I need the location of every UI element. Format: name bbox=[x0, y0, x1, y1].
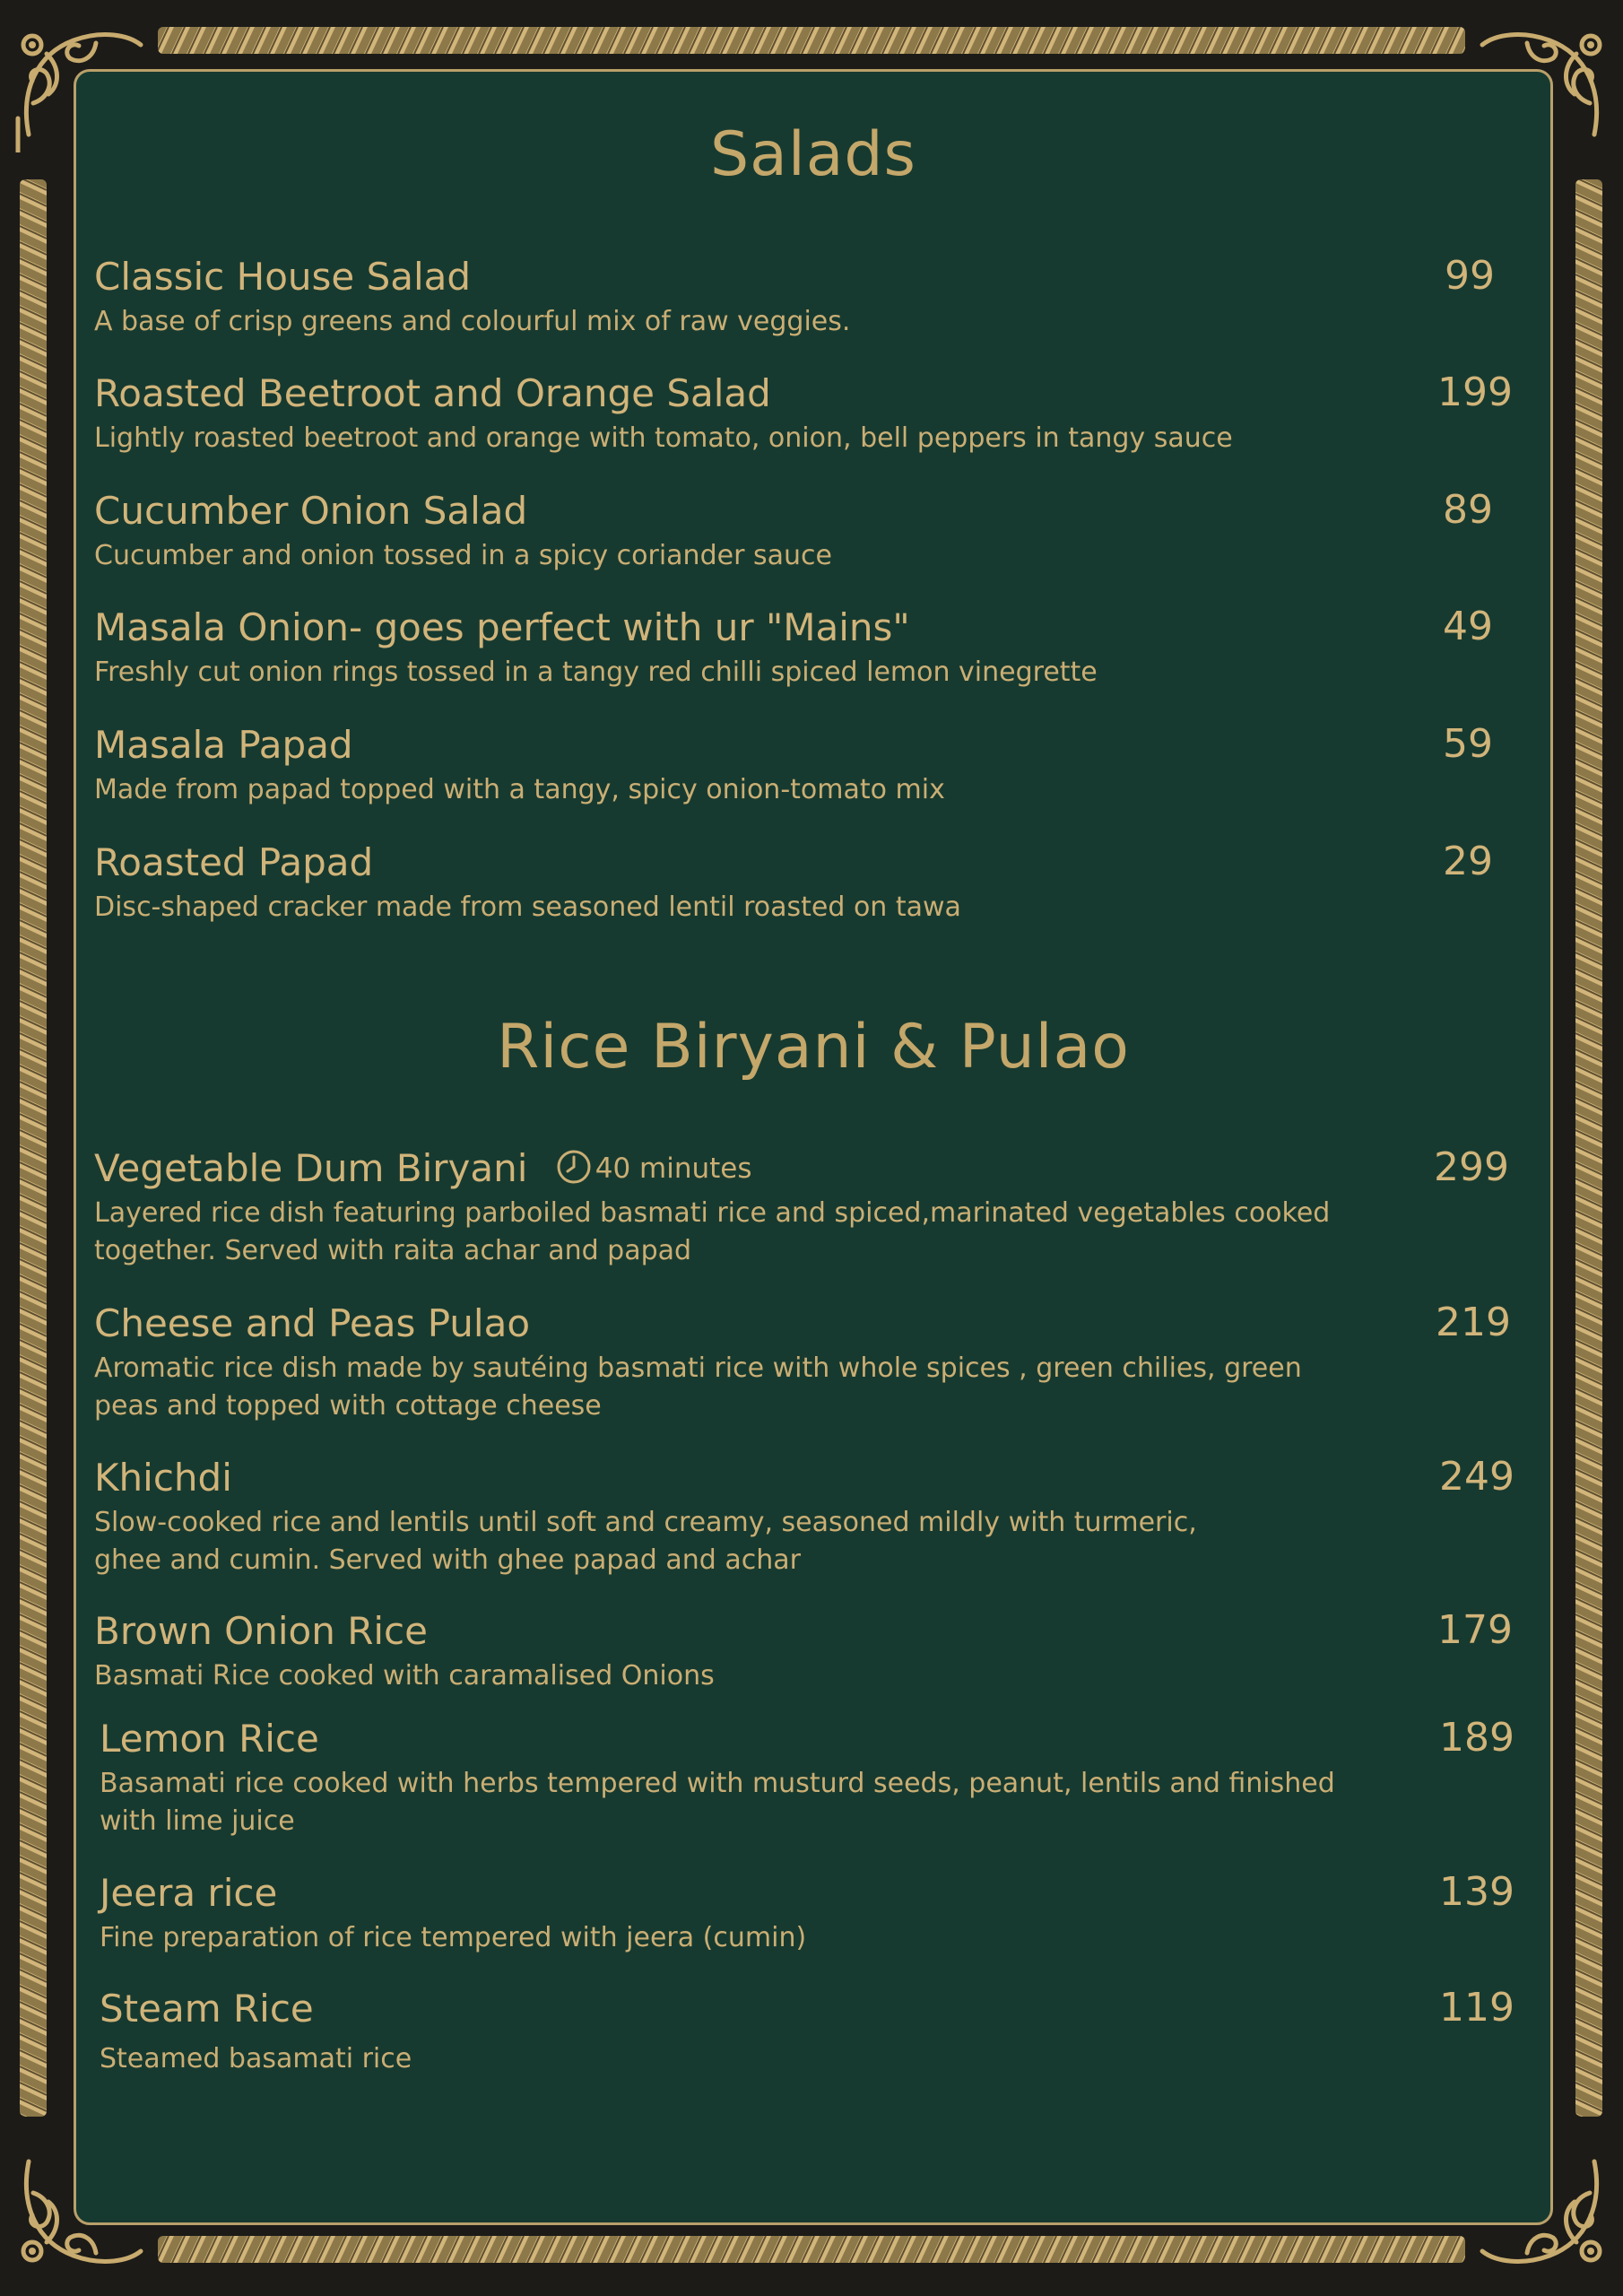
item-name: Classic House Salad bbox=[94, 255, 472, 299]
menu-panel bbox=[74, 69, 1553, 2225]
item-name: Masala Onion- goes perfect with ur "Mains" bbox=[94, 605, 910, 649]
item-name: Roasted Beetroot and Orange Salad bbox=[94, 371, 771, 415]
item-price: 219 bbox=[1436, 1300, 1511, 1345]
menu-item-cheese-peas-pulao bbox=[94, 1300, 1529, 1424]
section-title-rice-biryani-pulao: Rice Biryani & Pulao bbox=[497, 1012, 1130, 1083]
item-price: 59 bbox=[1443, 721, 1493, 767]
item-price: 189 bbox=[1439, 1715, 1515, 1761]
section-title-salads: Salads bbox=[710, 119, 916, 190]
item-price: 49 bbox=[1443, 604, 1493, 649]
menu-item-brown-onion-rice bbox=[94, 1607, 1529, 1695]
rope-border-top bbox=[158, 27, 1465, 54]
item-name: Brown Onion Rice bbox=[94, 1609, 428, 1653]
prep-time bbox=[556, 1152, 752, 1185]
item-price: 99 bbox=[1445, 253, 1495, 299]
item-description: A base of crisp greens and colourful mix of raw veggies. bbox=[94, 306, 851, 338]
menu-item-masala-papad bbox=[94, 721, 1529, 809]
item-name: Khichdi bbox=[94, 1456, 232, 1500]
item-description: Made from papad topped with a tangy, spicy onion-tomato mix bbox=[94, 774, 945, 806]
item-name: Jeera rice bbox=[100, 1871, 278, 1915]
menu-item-masala-onion bbox=[94, 604, 1529, 691]
item-name: Cucumber Onion Salad bbox=[94, 489, 528, 533]
menu-item-classic-house-salad bbox=[94, 253, 1529, 341]
clock-icon bbox=[556, 1149, 592, 1185]
item-description: Layered rice dish featuring parboiled basmati rice and spiced,marinated vegetables cooked together. Served with raita achar and papad bbox=[94, 1197, 1331, 1266]
item-price: 119 bbox=[1439, 1985, 1515, 2031]
prep-time-text: 40 minutes bbox=[595, 1152, 752, 1185]
rope-border-bottom bbox=[158, 2236, 1465, 2263]
menu-item-khichdi bbox=[94, 1454, 1529, 1578]
item-description: Cucumber and onion tossed in a spicy coriander sauce bbox=[94, 540, 832, 572]
rope-border-left bbox=[20, 179, 47, 2117]
menu-item-vegetable-dum-biryani bbox=[94, 1144, 1529, 1269]
item-price: 139 bbox=[1439, 1869, 1515, 1915]
item-description: Basamati rice cooked with herbs tempered with musturd seeds, peanut, lentils and finished with lime juice bbox=[100, 1768, 1335, 1837]
menu-item-roasted-papad bbox=[94, 839, 1529, 926]
item-description: Slow-cooked rice and lentils until soft and creamy, seasoned mildly with turmeric, ghee and cumin. Served with ghee papad and achar bbox=[94, 1507, 1197, 1576]
menu-item-steam-rice bbox=[100, 1985, 1534, 2078]
item-price: 29 bbox=[1443, 839, 1493, 884]
item-description: Disc-shaped cracker made from seasoned lentil roasted on tawa bbox=[94, 891, 961, 924]
item-description: Aromatic rice dish made by sautéing basmati rice with whole spices , green chilies, green peas and topped with cottage cheese bbox=[94, 1352, 1302, 1422]
item-name: Steam Rice bbox=[100, 1987, 314, 2031]
menu-item-lemon-rice bbox=[100, 1715, 1534, 1839]
item-name: Roasted Papad bbox=[94, 840, 374, 884]
menu-item-cucumber-onion-salad bbox=[94, 487, 1529, 575]
item-price: 199 bbox=[1437, 370, 1513, 415]
item-price: 249 bbox=[1439, 1454, 1515, 1500]
rope-border-right bbox=[1575, 179, 1602, 2117]
item-name bbox=[94, 1148, 1529, 1189]
menu-item-roasted-beetroot-orange-salad bbox=[94, 370, 1529, 457]
item-description: Fine preparation of rice tempered with jeera (cumin) bbox=[100, 1922, 807, 1954]
item-description: Steamed basamati rice bbox=[100, 2043, 412, 2075]
item-price: 179 bbox=[1437, 1607, 1513, 1653]
item-description: Lightly roasted beetroot and orange with tomato, onion, bell peppers in tangy sauce bbox=[94, 422, 1233, 455]
item-description: Basmati Rice cooked with caramalised Onions bbox=[94, 1660, 715, 1692]
item-name-text: Vegetable Dum Biryani bbox=[94, 1146, 528, 1190]
item-price: 89 bbox=[1443, 487, 1493, 533]
item-description: Freshly cut onion rings tossed in a tangy red chilli spiced lemon vinegrette bbox=[94, 657, 1098, 689]
item-name: Masala Papad bbox=[94, 723, 353, 767]
item-name: Cheese and Peas Pulao bbox=[94, 1301, 531, 1345]
item-name: Lemon Rice bbox=[100, 1717, 319, 1761]
item-price: 299 bbox=[1434, 1144, 1509, 1190]
menu-item-jeera-rice bbox=[100, 1869, 1534, 1957]
